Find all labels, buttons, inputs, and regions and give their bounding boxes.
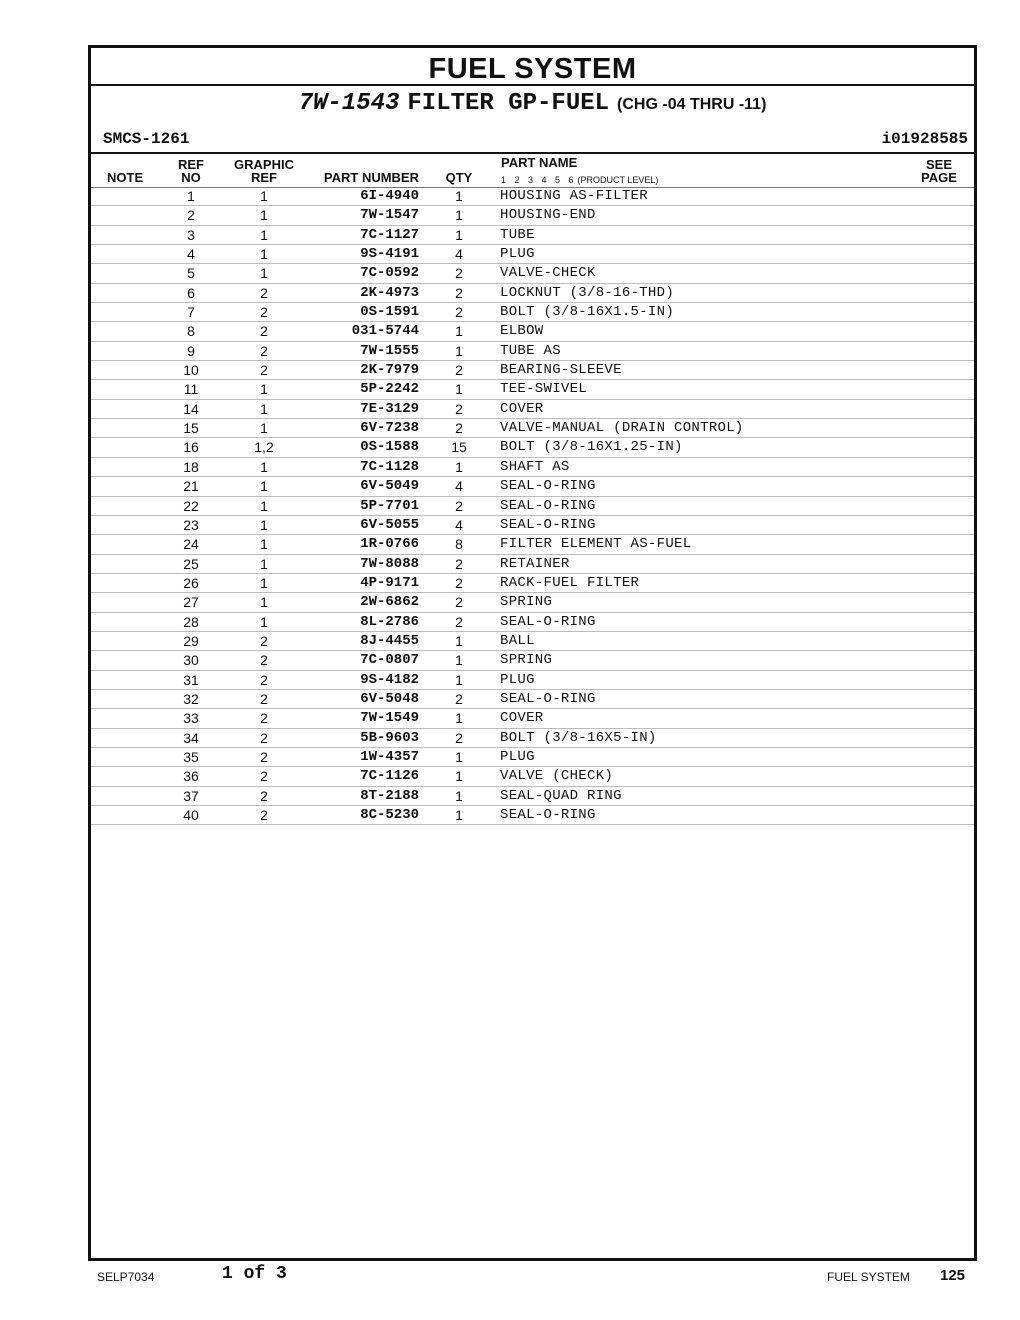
part-number-cell: 9S-4182 <box>360 671 419 688</box>
part-number-cell: 031-5744 <box>351 323 419 340</box>
part-number-cell: 6I-4940 <box>360 188 419 204</box>
product-levels <box>501 175 658 185</box>
table-row <box>91 264 974 283</box>
part-name-cell: SEAL-O-RING <box>500 497 596 514</box>
part-name-cell: COVER <box>500 710 544 727</box>
ref-no-cell: 9 <box>187 342 195 359</box>
part-number-cell: 8T-2188 <box>360 787 419 804</box>
part-name-cell: SEAL-O-RING <box>500 613 596 630</box>
ref-no-cell: 2 <box>187 207 195 224</box>
graphic-ref-cell: 1 <box>260 555 268 572</box>
ref-no-cell: 27 <box>183 594 199 611</box>
ref-no-cell: 33 <box>183 710 199 727</box>
qty-cell: 4 <box>455 478 463 495</box>
graphic-ref-cell: 2 <box>260 748 268 765</box>
part-name-cell: BOLT (3/8-16X1.25-IN) <box>500 439 683 456</box>
ref-no-cell: 28 <box>183 613 199 630</box>
part-name-cell: SPRING <box>500 652 553 669</box>
ref-no-cell: 35 <box>183 748 199 765</box>
table-row <box>91 767 974 786</box>
part-number-cell: 6V-5049 <box>360 478 419 495</box>
table-row <box>91 419 974 438</box>
ref-no-cell: 16 <box>183 439 199 456</box>
part-number-cell: 7C-1126 <box>360 768 419 785</box>
graphic-ref-cell: 2 <box>260 768 268 785</box>
graphic-ref-cell: 1 <box>260 594 268 611</box>
qty-cell: 1 <box>455 768 463 785</box>
ref-no-cell: 36 <box>183 768 199 785</box>
part-name-cell: SPRING <box>500 594 553 611</box>
ref-no-cell: 14 <box>183 400 199 417</box>
group-part-number: 7W-1543 <box>298 90 400 117</box>
table-row <box>91 651 974 670</box>
graphic-ref-cell: 2 <box>260 304 268 321</box>
footer-page-of: 1 of 3 <box>222 1264 287 1284</box>
part-name-cell: SEAL-QUAD RING <box>500 787 622 804</box>
part-number-cell: 7E-3129 <box>360 400 419 417</box>
footer-page-number: 125 <box>940 1267 966 1284</box>
ref-no-cell: 18 <box>183 458 199 475</box>
part-name-cell: VALVE-MANUAL (DRAIN CONTROL) <box>500 420 744 437</box>
graphic-ref-cell: 1 <box>260 613 268 630</box>
table-row <box>91 574 974 593</box>
qty-cell: 2 <box>455 400 463 417</box>
part-number-cell: 7C-1127 <box>360 226 419 243</box>
ref-no-cell: 1 <box>187 188 195 204</box>
col-ref-top: REF <box>178 157 204 172</box>
part-name-cell: BEARING-SLEEVE <box>500 362 622 379</box>
graphic-ref-cell: 1 <box>260 400 268 417</box>
ref-no-cell: 4 <box>187 246 195 263</box>
qty-cell: 1 <box>455 458 463 475</box>
ref-no-cell: 26 <box>183 574 199 591</box>
page-frame <box>88 45 977 1261</box>
table-row <box>91 380 974 399</box>
level-numbers: 1 2 3 4 5 6 <box>501 175 574 185</box>
qty-cell: 1 <box>455 381 463 398</box>
ref-no-cell: 29 <box>183 632 199 649</box>
graphic-ref-cell: 1 <box>260 478 268 495</box>
table-row <box>91 555 974 574</box>
qty-cell: 1 <box>455 787 463 804</box>
part-name-cell: BALL <box>500 632 535 649</box>
part-name-cell: TUBE AS <box>500 342 561 359</box>
ref-no-cell: 11 <box>183 381 199 398</box>
footer-section: FUEL SYSTEM <box>827 1270 910 1284</box>
part-number-cell: 6V-7238 <box>360 420 419 437</box>
ref-no-cell: 32 <box>183 690 199 707</box>
graphic-ref-cell: 2 <box>260 342 268 359</box>
change-note: (CHG -04 THRU -11) <box>617 96 767 113</box>
table-row <box>91 690 974 709</box>
col-part-number: PART NUMBER <box>323 170 419 185</box>
part-name-cell: RACK-FUEL FILTER <box>500 574 640 591</box>
col-see-bottom: PAGE <box>921 170 957 185</box>
col-graphic-top: GRAPHIC <box>234 157 294 172</box>
qty-cell: 15 <box>451 439 467 456</box>
table-row <box>91 477 974 496</box>
part-name-cell: HOUSING-END <box>500 207 596 224</box>
ref-no-cell: 5 <box>187 265 195 282</box>
qty-cell: 2 <box>455 690 463 707</box>
part-name-cell: TUBE <box>500 226 535 243</box>
table-row <box>91 497 974 516</box>
part-name-cell: SEAL-O-RING <box>500 807 596 823</box>
group-part-name: FILTER GP-FUEL <box>407 90 610 117</box>
col-graphic-bottom: REF <box>251 170 277 185</box>
part-name-cell: HOUSING AS-FILTER <box>500 188 648 204</box>
part-number-cell: 7W-1547 <box>360 207 419 224</box>
part-number-cell: 1W-4357 <box>360 748 419 765</box>
qty-cell: 1 <box>455 188 463 204</box>
part-number-cell: 7W-1555 <box>360 342 419 359</box>
part-name-cell: ELBOW <box>500 323 544 340</box>
part-number-cell: 0S-1591 <box>360 304 419 321</box>
part-number-cell: 7C-0807 <box>360 652 419 669</box>
part-number-cell: 9S-4191 <box>360 246 419 263</box>
ref-no-cell: 31 <box>183 671 199 688</box>
qty-cell: 1 <box>455 323 463 340</box>
parts-table <box>91 187 974 825</box>
col-see-top: SEE <box>925 157 952 172</box>
graphic-ref-cell: 2 <box>260 652 268 669</box>
graphic-ref-cell: 2 <box>260 729 268 746</box>
ref-no-cell: 30 <box>183 652 199 669</box>
part-number-cell: 0S-1588 <box>360 439 419 456</box>
part-name-cell: FILTER ELEMENT AS-FUEL <box>500 536 692 553</box>
table-row <box>91 632 974 651</box>
ref-no-cell: 8 <box>187 323 195 340</box>
table-row <box>91 284 974 303</box>
qty-cell: 2 <box>455 284 463 301</box>
part-number-cell: 5P-7701 <box>360 497 419 514</box>
part-number-cell: 8L-2786 <box>360 613 419 630</box>
col-ref-bottom: NO <box>181 170 201 185</box>
graphic-ref-cell: 1 <box>260 226 268 243</box>
table-row <box>91 671 974 690</box>
part-number-cell: 2K-7979 <box>360 362 419 379</box>
ref-no-cell: 25 <box>183 555 199 572</box>
qty-cell: 1 <box>455 207 463 224</box>
table-row <box>91 226 974 245</box>
graphic-ref-cell: 1 <box>260 265 268 282</box>
graphic-ref-cell: 2 <box>260 632 268 649</box>
graphic-ref-cell: 2 <box>260 323 268 340</box>
qty-cell: 2 <box>455 362 463 379</box>
table-row <box>91 303 974 322</box>
ref-no-cell: 21 <box>183 478 199 495</box>
ref-no-cell: 40 <box>183 807 199 823</box>
graphic-ref-cell: 1 <box>260 207 268 224</box>
part-number-cell: 2K-4973 <box>360 284 419 301</box>
qty-cell: 1 <box>455 748 463 765</box>
col-qty: QTY <box>445 170 473 185</box>
table-row <box>91 322 974 341</box>
ref-no-cell: 15 <box>183 420 199 437</box>
graphic-ref-cell: 2 <box>260 362 268 379</box>
graphic-ref-cell: 1,2 <box>254 439 274 456</box>
part-name-cell: SEAL-O-RING <box>500 516 596 533</box>
qty-cell: 1 <box>455 807 463 823</box>
part-name-cell: SEAL-O-RING <box>500 478 596 495</box>
qty-cell: 1 <box>455 671 463 688</box>
qty-cell: 2 <box>455 613 463 630</box>
part-number-cell: 1R-0766 <box>360 536 419 553</box>
ref-no-cell: 22 <box>183 497 199 514</box>
table-row <box>91 535 974 554</box>
ref-no-cell: 7 <box>187 304 195 321</box>
graphic-ref-cell: 2 <box>260 284 268 301</box>
header-divider <box>91 152 974 154</box>
qty-cell: 2 <box>455 304 463 321</box>
part-name-cell: PLUG <box>500 246 535 263</box>
ref-no-cell: 10 <box>183 362 199 379</box>
table-row <box>91 613 974 632</box>
qty-cell: 1 <box>455 710 463 727</box>
col-part-name: PART NAME <box>501 155 578 170</box>
qty-cell: 1 <box>455 652 463 669</box>
table-row <box>91 400 974 419</box>
qty-cell: 1 <box>455 342 463 359</box>
qty-cell: 2 <box>455 265 463 282</box>
part-name-cell: VALVE (CHECK) <box>500 768 614 785</box>
ref-no-cell: 6 <box>187 284 195 301</box>
col-note: NOTE <box>107 170 144 185</box>
qty-cell: 2 <box>455 574 463 591</box>
part-number-cell: 7W-8088 <box>360 555 419 572</box>
graphic-ref-cell: 2 <box>260 710 268 727</box>
table-row <box>91 516 974 535</box>
table-row <box>91 342 974 361</box>
ref-no-cell: 3 <box>187 226 195 243</box>
part-name-cell: PLUG <box>500 748 535 765</box>
table-row <box>91 245 974 264</box>
table-row <box>91 748 974 767</box>
footer-doc-id: SELP7034 <box>97 1270 155 1284</box>
ref-no-cell: 23 <box>183 516 199 533</box>
graphic-ref-cell: 1 <box>260 420 268 437</box>
table-row <box>91 709 974 728</box>
qty-cell: 2 <box>455 497 463 514</box>
graphic-ref-cell: 1 <box>260 497 268 514</box>
qty-cell: 1 <box>455 226 463 243</box>
part-number-cell: 5B-9603 <box>360 729 419 746</box>
qty-cell: 8 <box>455 536 463 553</box>
graphic-ref-cell: 2 <box>260 671 268 688</box>
qty-cell: 4 <box>455 516 463 533</box>
part-number-cell: 7C-1128 <box>360 458 419 475</box>
table-row <box>91 593 974 612</box>
qty-cell: 2 <box>455 420 463 437</box>
ref-no-cell: 34 <box>183 729 199 746</box>
product-level-label: (PRODUCT LEVEL) <box>577 175 659 185</box>
graphic-ref-cell: 2 <box>260 690 268 707</box>
part-number-cell: 6V-5055 <box>360 516 419 533</box>
table-row <box>91 438 974 457</box>
part-name-cell: BOLT (3/8-16X5-IN) <box>500 729 657 746</box>
illustration-id: i01928585 <box>881 130 968 148</box>
part-name-cell: TEE-SWIVEL <box>500 381 588 398</box>
graphic-ref-cell: 1 <box>260 246 268 263</box>
part-name-cell: RETAINER <box>500 555 570 572</box>
part-name-cell: LOCKNUT (3/8-16-THD) <box>500 284 675 301</box>
part-number-cell: 7C-0592 <box>360 265 419 282</box>
table-row <box>91 806 974 825</box>
qty-cell: 2 <box>455 729 463 746</box>
table-row <box>91 458 974 477</box>
table-row <box>91 187 974 206</box>
section-title: FUEL SYSTEM <box>91 48 974 86</box>
graphic-ref-cell: 1 <box>260 574 268 591</box>
graphic-ref-cell: 2 <box>260 807 268 823</box>
table-row <box>91 206 974 225</box>
table-row <box>91 729 974 748</box>
part-number-cell: 8J-4455 <box>360 632 419 649</box>
part-number-cell: 4P-9171 <box>360 574 419 591</box>
ref-no-cell: 37 <box>183 787 199 804</box>
graphic-ref-cell: 1 <box>260 188 268 204</box>
qty-cell: 1 <box>455 632 463 649</box>
ref-no-cell: 24 <box>183 536 199 553</box>
table-row <box>91 787 974 806</box>
part-name-cell: PLUG <box>500 671 535 688</box>
graphic-ref-cell: 1 <box>260 516 268 533</box>
qty-cell: 4 <box>455 246 463 263</box>
qty-cell: 2 <box>455 555 463 572</box>
part-number-cell: 5P-2242 <box>360 381 419 398</box>
table-row <box>91 361 974 380</box>
graphic-ref-cell: 1 <box>260 381 268 398</box>
part-number-cell: 7W-1549 <box>360 710 419 727</box>
part-name-cell: VALVE-CHECK <box>500 265 596 282</box>
part-name-cell: SEAL-O-RING <box>500 690 596 707</box>
smcs-code: SMCS-1261 <box>103 130 190 148</box>
graphic-ref-cell: 1 <box>260 536 268 553</box>
graphic-ref-cell: 1 <box>260 458 268 475</box>
part-number-cell: 6V-5048 <box>360 690 419 707</box>
part-name-cell: BOLT (3/8-16X1.5-IN) <box>500 304 675 321</box>
part-name-cell: COVER <box>500 400 544 417</box>
graphic-ref-cell: 2 <box>260 787 268 804</box>
part-number-cell: 2W-6862 <box>360 594 419 611</box>
group-title <box>91 90 974 117</box>
part-name-cell: SHAFT AS <box>500 458 570 475</box>
qty-cell: 2 <box>455 594 463 611</box>
part-number-cell: 8C-5230 <box>360 807 419 823</box>
